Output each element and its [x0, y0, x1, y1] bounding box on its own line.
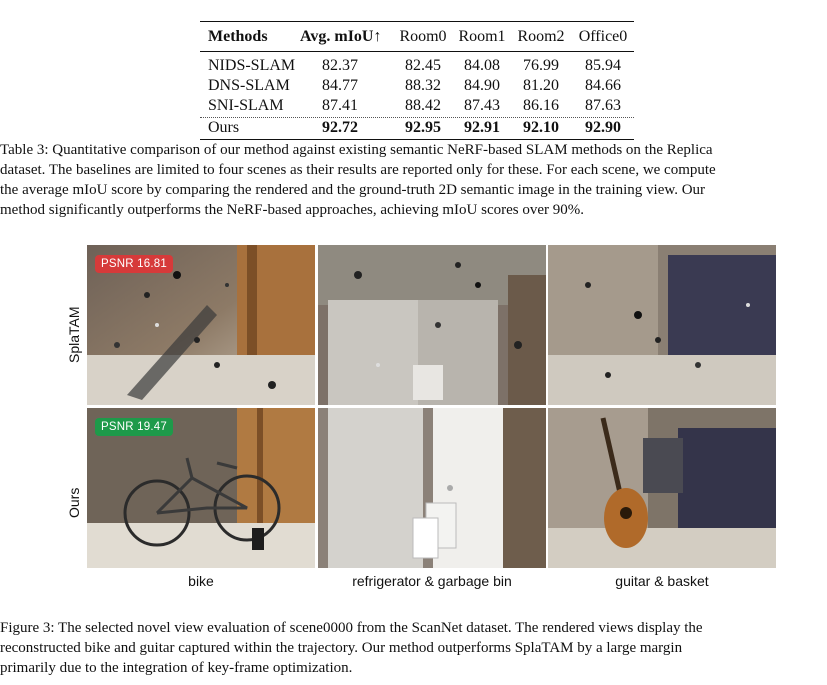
- caption-line: the average mIoU score by comparing the rendered and the ground-truth 2D semantic image in the training view. Our: [0, 182, 706, 198]
- cell-room0: 88.32: [405, 77, 441, 94]
- cell-avg: 92.72: [322, 119, 358, 136]
- cell-room0: 82.45: [405, 57, 441, 74]
- column-label-bike: bike: [188, 573, 214, 589]
- cell-room2: 81.20: [523, 77, 559, 94]
- table-row: [200, 57, 634, 77]
- cell-avg: 84.77: [322, 77, 358, 94]
- header-office0: Office0: [578, 28, 628, 45]
- splatam-bike-image: [87, 245, 315, 405]
- psnr-badge-ours: PSNR 19.47: [95, 418, 173, 436]
- figure-caption: [0, 618, 827, 678]
- table-row-ours: [200, 119, 634, 139]
- method-name: NIDS-SLAM: [208, 57, 296, 74]
- cell-room0: 92.95: [405, 119, 441, 136]
- table-top-rule: [200, 21, 634, 22]
- caption-line: Figure 3: The selected novel view evaluation of scene0000 from the ScanNet dataset. The rendered views display the: [0, 620, 703, 636]
- cell-room0: 88.42: [405, 97, 441, 114]
- ours-bike-image: [87, 408, 315, 568]
- header-room2: Room2: [517, 28, 565, 45]
- ours-guitar-image: [548, 408, 776, 568]
- caption-line: primarily due to the integration of key-frame optimization.: [0, 660, 353, 676]
- table-caption: [0, 140, 827, 220]
- cell-room2: 92.10: [523, 119, 559, 136]
- cell-avg: 82.37: [322, 57, 358, 74]
- cell-office0: 92.90: [585, 119, 621, 136]
- row-label-ours: Ours: [66, 487, 82, 518]
- method-name: SNI-SLAM: [208, 97, 284, 114]
- figure-3: [60, 240, 780, 610]
- table-row: [200, 77, 634, 97]
- cell-office0: 84.66: [585, 77, 621, 94]
- cell-room1: 87.43: [464, 97, 500, 114]
- caption-line: method significantly outperforms the NeRF-based approaches, achieving mIoU scores over 90%.: [0, 202, 585, 218]
- column-label-refrigerator: refrigerator & garbage bin: [352, 573, 512, 589]
- column-label-guitar: guitar & basket: [615, 573, 709, 589]
- caption-line: Table 3: Quantitative comparison of our method against existing semantic NeRF-based SLAM methods on the Replica: [0, 142, 713, 158]
- psnr-badge-splatam: PSNR 16.81: [95, 255, 173, 273]
- table-header-rule: [200, 51, 634, 52]
- cell-room1: 84.90: [464, 77, 500, 94]
- table-row: [200, 97, 634, 117]
- cell-office0: 85.94: [585, 57, 621, 74]
- splatam-refrigerator-image: [318, 245, 546, 405]
- cell-room1: 84.08: [464, 57, 500, 74]
- splatam-guitar-image: [548, 245, 776, 405]
- header-methods: Methods: [208, 28, 268, 45]
- cell-room2: 76.99: [523, 57, 559, 74]
- row-label-splatam: SplaTAM: [66, 306, 82, 363]
- table-header-row: [200, 28, 634, 48]
- cell-avg: 87.41: [322, 97, 358, 114]
- cell-room1: 92.91: [464, 119, 500, 136]
- header-room0: Room0: [399, 28, 447, 45]
- caption-line: dataset. The baselines are limited to four scenes as their results are reported only for these. For each scene, we compute: [0, 162, 716, 178]
- header-room1: Room1: [458, 28, 506, 45]
- ours-refrigerator-image: [318, 408, 546, 568]
- method-name: DNS-SLAM: [208, 77, 290, 94]
- header-avg-miou: Avg. mIoU↑: [300, 28, 382, 45]
- cell-office0: 87.63: [585, 97, 621, 114]
- cell-room2: 86.16: [523, 97, 559, 114]
- method-name: Ours: [208, 119, 240, 136]
- table-dotted-rule: [200, 117, 634, 118]
- caption-line: reconstructed bike and guitar captured within the trajectory. Our method outperforms SplaTAM by a large margin: [0, 640, 683, 656]
